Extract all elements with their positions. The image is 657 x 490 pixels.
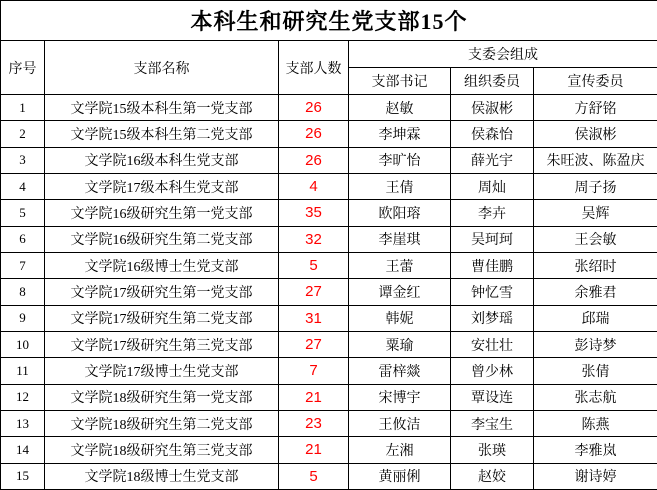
table-row — [1, 147, 657, 173]
secretary-cell: 谭金红 — [349, 279, 451, 305]
row-index-cell: 8 — [1, 279, 45, 305]
branch-name-cell: 文学院18级研究生第一党支部 — [45, 384, 279, 410]
header-row-1 — [1, 41, 657, 68]
member-count-cell: 21 — [279, 384, 349, 410]
row-index-cell: 10 — [1, 331, 45, 357]
header-committee-group: 支委会组成 — [349, 41, 657, 68]
member-count-cell: 5 — [279, 252, 349, 278]
member-count-cell: 23 — [279, 410, 349, 436]
row-index-cell: 13 — [1, 410, 45, 436]
row-index-cell: 15 — [1, 463, 45, 489]
publicity-member-cell: 朱旺波、陈盈庆 — [534, 147, 657, 173]
secretary-cell: 黄丽俐 — [349, 463, 451, 489]
organization-member-cell: 侯淑彬 — [451, 95, 534, 121]
table-row — [1, 200, 657, 226]
organization-member-cell: 钟忆雪 — [451, 279, 534, 305]
organization-member-cell: 侯森怡 — [451, 121, 534, 147]
organization-member-cell: 李宝生 — [451, 410, 534, 436]
publicity-member-cell: 吴辉 — [534, 200, 657, 226]
secretary-cell: 李崖琪 — [349, 226, 451, 252]
branch-name-cell: 文学院17级研究生第三党支部 — [45, 331, 279, 357]
publicity-member-cell: 陈燕 — [534, 410, 657, 436]
row-index-cell: 11 — [1, 358, 45, 384]
organization-member-cell: 薛光宇 — [451, 147, 534, 173]
member-count-cell: 27 — [279, 331, 349, 357]
branch-name-cell: 文学院17级博士生党支部 — [45, 358, 279, 384]
table-title: 本科生和研究生党支部15个 — [1, 1, 657, 41]
branch-name-cell: 文学院18级研究生第二党支部 — [45, 410, 279, 436]
table-row — [1, 437, 657, 463]
branch-name-cell: 文学院16级研究生第一党支部 — [45, 200, 279, 226]
organization-member-cell: 吴珂珂 — [451, 226, 534, 252]
member-count-cell: 32 — [279, 226, 349, 252]
header-index: 序号 — [1, 41, 45, 95]
row-index-cell: 5 — [1, 200, 45, 226]
row-index-cell: 4 — [1, 173, 45, 199]
member-count-cell: 26 — [279, 121, 349, 147]
publicity-member-cell: 余雅君 — [534, 279, 657, 305]
table-body — [1, 95, 657, 490]
table-row — [1, 173, 657, 199]
secretary-cell: 粟瑜 — [349, 331, 451, 357]
row-index-cell: 2 — [1, 121, 45, 147]
publicity-member-cell: 张志航 — [534, 384, 657, 410]
publicity-member-cell: 侯淑彬 — [534, 121, 657, 147]
member-count-cell: 21 — [279, 437, 349, 463]
secretary-cell: 王蕾 — [349, 252, 451, 278]
header-secretary: 支部书记 — [349, 68, 451, 95]
publicity-member-cell: 张绍时 — [534, 252, 657, 278]
row-index-cell: 1 — [1, 95, 45, 121]
branch-name-cell: 文学院18级博士生党支部 — [45, 463, 279, 489]
branch-name-cell: 文学院15级本科生第二党支部 — [45, 121, 279, 147]
organization-member-cell: 李卉 — [451, 200, 534, 226]
publicity-member-cell: 张倩 — [534, 358, 657, 384]
organization-member-cell: 周灿 — [451, 173, 534, 199]
branch-name-cell: 文学院17级研究生第一党支部 — [45, 279, 279, 305]
header-organization-member: 组织委员 — [451, 68, 534, 95]
member-count-cell: 31 — [279, 305, 349, 331]
publicity-member-cell: 李雅岚 — [534, 437, 657, 463]
table-row — [1, 279, 657, 305]
publicity-member-cell: 邱瑞 — [534, 305, 657, 331]
branch-name-cell: 文学院18级研究生第三党支部 — [45, 437, 279, 463]
table-row — [1, 305, 657, 331]
table-row — [1, 463, 657, 489]
publicity-member-cell: 周子扬 — [534, 173, 657, 199]
header-branch-name: 支部名称 — [45, 41, 279, 95]
organization-member-cell: 安壮壮 — [451, 331, 534, 357]
member-count-cell: 26 — [279, 95, 349, 121]
row-index-cell: 6 — [1, 226, 45, 252]
publicity-member-cell: 方舒铭 — [534, 95, 657, 121]
secretary-cell: 左湘 — [349, 437, 451, 463]
branch-name-cell: 文学院17级研究生第二党支部 — [45, 305, 279, 331]
member-count-cell: 26 — [279, 147, 349, 173]
row-index-cell: 7 — [1, 252, 45, 278]
publicity-member-cell: 王会敏 — [534, 226, 657, 252]
row-index-cell: 12 — [1, 384, 45, 410]
table-row — [1, 331, 657, 357]
organization-member-cell: 曾少林 — [451, 358, 534, 384]
secretary-cell: 赵敏 — [349, 95, 451, 121]
table-row — [1, 121, 657, 147]
publicity-member-cell: 谢诗婷 — [534, 463, 657, 489]
title-row — [1, 1, 657, 41]
secretary-cell: 欧阳瑢 — [349, 200, 451, 226]
header-publicity-member: 宣传委员 — [534, 68, 657, 95]
secretary-cell: 宋博宇 — [349, 384, 451, 410]
member-count-cell: 35 — [279, 200, 349, 226]
row-index-cell: 3 — [1, 147, 45, 173]
secretary-cell: 雷梓燚 — [349, 358, 451, 384]
organization-member-cell: 张瑛 — [451, 437, 534, 463]
organization-member-cell: 曹佳鹏 — [451, 252, 534, 278]
publicity-member-cell: 彭诗梦 — [534, 331, 657, 357]
member-count-cell: 7 — [279, 358, 349, 384]
branch-name-cell: 文学院16级本科生党支部 — [45, 147, 279, 173]
secretary-cell: 王倩 — [349, 173, 451, 199]
table-row — [1, 226, 657, 252]
branch-name-cell: 文学院16级研究生第二党支部 — [45, 226, 279, 252]
branch-name-cell: 文学院15级本科生第一党支部 — [45, 95, 279, 121]
table-row — [1, 252, 657, 278]
organization-member-cell: 刘梦瑶 — [451, 305, 534, 331]
member-count-cell: 4 — [279, 173, 349, 199]
secretary-cell: 李坤霖 — [349, 121, 451, 147]
secretary-cell: 韩妮 — [349, 305, 451, 331]
branch-name-cell: 文学院17级本科生党支部 — [45, 173, 279, 199]
member-count-cell: 5 — [279, 463, 349, 489]
table-row — [1, 410, 657, 436]
header-member-count: 支部人数 — [279, 41, 349, 95]
secretary-cell: 李旷怡 — [349, 147, 451, 173]
branch-name-cell: 文学院16级博士生党支部 — [45, 252, 279, 278]
row-index-cell: 9 — [1, 305, 45, 331]
table-row — [1, 95, 657, 121]
table-row — [1, 384, 657, 410]
organization-member-cell: 覃设连 — [451, 384, 534, 410]
member-count-cell: 27 — [279, 279, 349, 305]
table-row — [1, 358, 657, 384]
secretary-cell: 王攸洁 — [349, 410, 451, 436]
row-index-cell: 14 — [1, 437, 45, 463]
organization-member-cell: 赵姣 — [451, 463, 534, 489]
